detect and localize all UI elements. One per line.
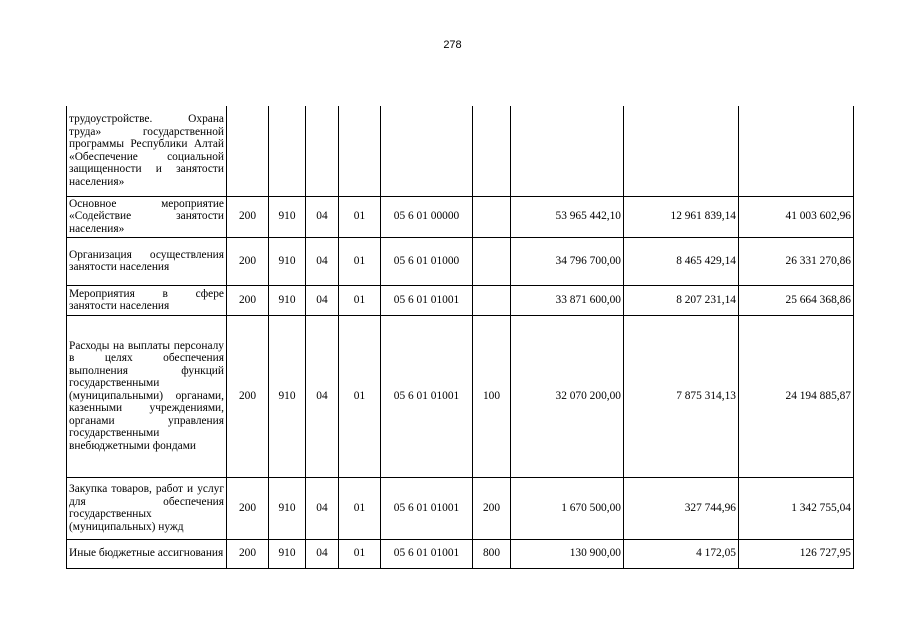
cell-code: 04 — [306, 539, 339, 568]
cell-amount: 33 871 600,00 — [511, 285, 624, 315]
table-row — [67, 106, 854, 196]
cell-code: 910 — [269, 539, 306, 568]
cell-type: 200 — [473, 477, 511, 539]
cell-amount: 8 207 231,14 — [624, 285, 739, 315]
cell-amount: 1 342 755,04 — [739, 477, 854, 539]
row-name: Организация осуществления занятости населения — [67, 237, 227, 285]
table-row — [67, 539, 854, 568]
table-row — [67, 477, 854, 539]
cell-code: 01 — [339, 315, 381, 477]
cell-code: 01 — [339, 237, 381, 285]
table-row — [67, 237, 854, 285]
cell-type — [473, 237, 511, 285]
cell-amount: 130 900,00 — [511, 539, 624, 568]
table-row — [67, 196, 854, 237]
cell-code — [339, 106, 381, 196]
budget-table — [66, 106, 854, 569]
cell-amount: 12 961 839,14 — [624, 196, 739, 237]
cell-code: 04 — [306, 237, 339, 285]
cell-amount: 126 727,95 — [739, 539, 854, 568]
cell-code: 200 — [227, 237, 269, 285]
cell-amount: 8 465 429,14 — [624, 237, 739, 285]
cell-code: 04 — [306, 315, 339, 477]
cell-code: 200 — [227, 539, 269, 568]
cell-amount: 7 875 314,13 — [624, 315, 739, 477]
cell-target — [381, 106, 473, 196]
table-row — [67, 315, 854, 477]
cell-target: 05 6 01 01000 — [381, 237, 473, 285]
cell-code: 910 — [269, 196, 306, 237]
cell-code: 01 — [339, 477, 381, 539]
row-name: Расходы на выплаты персоналу в целях обеспечения выполнения функций государственными (муниципальными) органами, казенными учреждениями, органами управления государственными внебюджетными фондами — [67, 315, 227, 477]
cell-amount: 53 965 442,10 — [511, 196, 624, 237]
cell-code: 200 — [227, 285, 269, 315]
cell-amount: 327 744,96 — [624, 477, 739, 539]
cell-amount — [739, 106, 854, 196]
cell-code: 01 — [339, 285, 381, 315]
cell-amount: 41 003 602,96 — [739, 196, 854, 237]
row-name: Основное мероприятие «Содействие занятости населения» — [67, 196, 227, 237]
cell-type: 100 — [473, 315, 511, 477]
row-name: Закупка товаров, работ и услуг для обеспечения государственных (муниципальных) нужд — [67, 477, 227, 539]
cell-target: 05 6 01 01001 — [381, 285, 473, 315]
page-number: 278 — [443, 39, 462, 51]
cell-amount: 1 670 500,00 — [511, 477, 624, 539]
cell-code: 910 — [269, 237, 306, 285]
cell-code: 200 — [227, 477, 269, 539]
cell-code: 910 — [269, 315, 306, 477]
cell-code — [227, 106, 269, 196]
cell-amount: 26 331 270,86 — [739, 237, 854, 285]
cell-target: 05 6 01 01001 — [381, 477, 473, 539]
cell-type — [473, 106, 511, 196]
cell-code: 910 — [269, 285, 306, 315]
cell-code: 200 — [227, 315, 269, 477]
cell-type — [473, 196, 511, 237]
cell-code: 04 — [306, 477, 339, 539]
cell-type: 800 — [473, 539, 511, 568]
cell-code: 01 — [339, 539, 381, 568]
row-name: Мероприятия в сфере занятости населения — [67, 285, 227, 315]
cell-amount: 4 172,05 — [624, 539, 739, 568]
cell-amount: 34 796 700,00 — [511, 237, 624, 285]
cell-target: 05 6 01 00000 — [381, 196, 473, 237]
table-row — [67, 285, 854, 315]
cell-code: 01 — [339, 196, 381, 237]
cell-code — [269, 106, 306, 196]
cell-type — [473, 285, 511, 315]
cell-code: 200 — [227, 196, 269, 237]
cell-amount — [624, 106, 739, 196]
cell-amount: 25 664 368,86 — [739, 285, 854, 315]
cell-amount — [511, 106, 624, 196]
cell-amount: 32 070 200,00 — [511, 315, 624, 477]
row-name: трудоустройстве. Охрана труда» государственной программы Республики Алтай «Обеспечение социальной защищенности и занятости населения» — [67, 106, 227, 196]
cell-code: 04 — [306, 285, 339, 315]
cell-code — [306, 106, 339, 196]
row-name: Иные бюджетные ассигнования — [67, 539, 227, 568]
cell-amount: 24 194 885,87 — [739, 315, 854, 477]
cell-code: 04 — [306, 196, 339, 237]
cell-target: 05 6 01 01001 — [381, 315, 473, 477]
cell-target: 05 6 01 01001 — [381, 539, 473, 568]
cell-code: 910 — [269, 477, 306, 539]
